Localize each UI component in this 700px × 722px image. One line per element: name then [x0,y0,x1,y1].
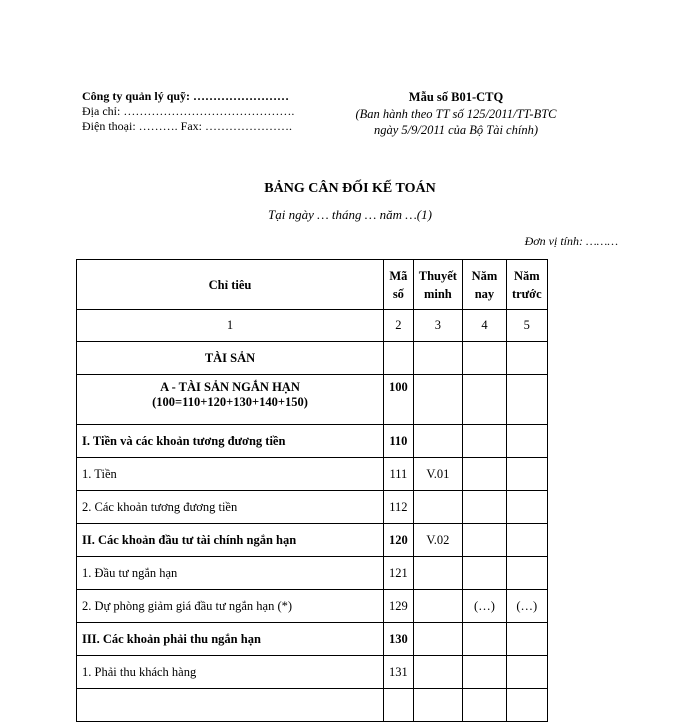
document-title: BẢNG CÂN ĐỐI KẾ TOÁN [264,181,436,196]
code-cell: 100 [384,375,414,425]
index-cell: 3 [413,310,462,342]
index-cell: 5 [506,310,547,342]
code-cell: 120 [384,524,414,557]
note-cell [413,342,462,375]
index-cell: 4 [462,310,506,342]
code-cell: 130 [384,623,414,656]
indicator-cell: 1. Tiền [77,458,384,491]
previous-year-cell [506,656,547,689]
code-cell: 131 [384,656,414,689]
note-cell [413,590,462,623]
code-cell: 121 [384,557,414,590]
indicator-cell: 2. Dự phòng giảm giá đầu tư ngắn hạn (*) [77,590,384,623]
indicator-cell: TÀI SẢN [77,342,384,375]
header-previous-year: Năm trước [506,260,547,310]
note-cell [413,689,462,722]
table-header-row [77,260,548,310]
unit-label: Đơn vị tính: ……… [524,234,618,248]
issued-line-2: ngày 5/9/2011 của Bộ Tài chính) [374,123,538,137]
table-row [77,557,548,590]
note-cell [413,557,462,590]
code-cell: 112 [384,491,414,524]
current-year-cell [462,491,506,524]
indicator-cell: 1. Phải thu khách hàng [77,656,384,689]
current-year-cell [462,342,506,375]
form-number: Mẫu số B01-CTQ [408,90,504,104]
code-cell: 111 [384,458,414,491]
code-cell [384,689,414,722]
address-label: Địa chỉ: ……………………………………. [82,104,295,118]
code-cell: 110 [384,425,414,458]
indicator-cell: I. Tiền và các khoản tương đương tiền [77,425,384,458]
current-year-cell [462,557,506,590]
index-cell: 1 [77,310,384,342]
previous-year-cell [506,623,547,656]
note-cell [413,656,462,689]
code-cell: 129 [384,590,414,623]
table-row [77,656,548,689]
table-row [77,623,548,656]
previous-year-cell [506,689,547,722]
current-year-cell [462,689,506,722]
table-row [77,342,548,375]
previous-year-cell [506,342,547,375]
current-year-cell [462,458,506,491]
table-row [77,524,548,557]
table-row [77,425,548,458]
header-code: Mã số [384,260,414,310]
balance-sheet-table [76,259,548,722]
previous-year-cell [506,425,547,458]
table-row [77,458,548,491]
previous-year-cell [506,491,547,524]
previous-year-cell [506,375,547,425]
indicator-cell [77,689,384,722]
header-current-year: Năm nay [462,260,506,310]
indicator-cell: III. Các khoản phải thu ngắn hạn [77,623,384,656]
indicator-cell: 1. Đầu tư ngắn hạn [77,557,384,590]
table-row [77,689,548,722]
current-year-cell [462,375,506,425]
header-note: Thuyết minh [413,260,462,310]
current-year-cell [462,425,506,458]
header-indicator: Chỉ tiêu [77,260,384,310]
company-info [82,89,294,134]
indicator-line-1: A - TÀI SẢN NGẮN HẠN [160,380,300,394]
previous-year-cell [506,458,547,491]
company-label: Công ty quản lý quỹ: …………………… [82,89,290,103]
previous-year-cell [506,557,547,590]
previous-year-cell: (…) [506,590,547,623]
table-row [77,590,548,623]
code-cell [384,342,414,375]
note-cell: V.02 [413,524,462,557]
indicator-line-2: (100=110+120+130+140+150) [152,395,308,409]
column-index-row [77,310,548,342]
form-info [340,89,572,139]
current-year-cell: (…) [462,590,506,623]
previous-year-cell [506,524,547,557]
note-cell [413,491,462,524]
indicator-cell [77,375,384,425]
table-row [77,375,548,425]
issued-line-1: (Ban hành theo TT số 125/2011/TT-BTC [355,106,557,121]
indicator-cell: II. Các khoản đầu tư tài chính ngắn hạn [77,524,384,557]
note-cell [413,425,462,458]
index-cell: 2 [384,310,414,342]
indicator-cell: 2. Các khoản tương đương tiền [77,491,384,524]
document-date: Tại ngày … tháng … năm …(1) [268,207,432,222]
current-year-cell [462,623,506,656]
phone-fax-label: Điện thoại: ………. Fax: …………………. [82,119,292,133]
note-cell [413,623,462,656]
note-cell [413,375,462,425]
note-cell: V.01 [413,458,462,491]
table-row [77,491,548,524]
current-year-cell [462,656,506,689]
current-year-cell [462,524,506,557]
